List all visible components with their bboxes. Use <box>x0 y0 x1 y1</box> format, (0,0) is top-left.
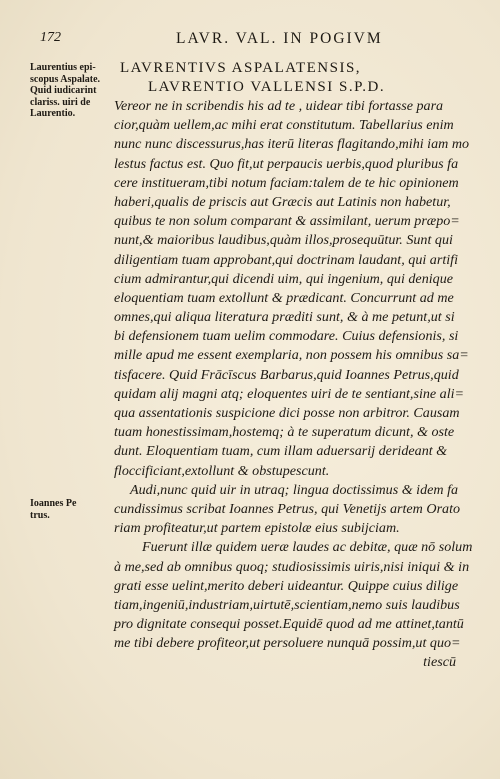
margin-note-line: scopus Aspalate. <box>30 73 101 85</box>
body-line: eloquentiam tuam extollunt & prædicant. Concurrunt ad me <box>114 289 454 306</box>
margin-note-line: clariss. uiri de <box>30 96 91 108</box>
body-line: tuam honestissimam,hostemq; à te superatum dicunt, & oste <box>114 424 455 441</box>
body-line: cundissimus scribat Ioannes Petrus, qui Venetijs artem Orato <box>114 500 461 517</box>
body-line: quibus te non solum comparant & assimilant, uerum præpo= <box>114 213 460 230</box>
body-line: cior,quàm uellem,ac mihi erat constitutum. Tabellarius enim <box>114 117 454 134</box>
margin-note-line: Ioannes Pe <box>30 498 77 509</box>
body-line: quidam alij magni atq; eloquentes uiri de te sentiant,sine ali= <box>114 385 465 402</box>
margin-note-laurentius <box>30 62 106 120</box>
body-line: Vereor ne in scribendis his ad te , uidear tibi fortasse para <box>114 98 444 114</box>
margin-note-line: Laurentius epi- <box>30 62 96 73</box>
body-line: cere institueram,tibi notum faciam:talem de te hic opinionem <box>114 174 459 191</box>
body-line: Audi,nunc quid uir in utraq; lingua doctissimus & idem fa <box>130 481 459 498</box>
body-line: tisfacere. Quid Frācīscus Barbarus,quid Ioannes Petrus,quid <box>114 366 459 383</box>
body-line: me tibi debere profiteor,ut persoluere nunquā possim,ut quo= <box>114 635 461 652</box>
body-line: omnes,qui aliqua literatura præditi sunt, & à me petunt,ut si <box>114 309 455 326</box>
body-line: floccificiant,extollunt & obstupescunt. <box>114 462 330 479</box>
running-title: LAVR. VAL. IN POGIVM <box>176 30 383 47</box>
letter-title-sender: LAVRENTIVS ASPALATENSIS, <box>120 60 362 76</box>
body-line: nunc nunc discessurus,has iterū literas flagitando,mihi iam mo <box>114 136 470 153</box>
margin-note-ioannes-petrus <box>30 498 112 521</box>
body-line: bi defensionem tuam uelim commodare. Cuius defensionis, si <box>114 328 459 345</box>
page-number: 172 <box>40 30 61 45</box>
body-line: diligentiam tuam approbant,qui doctrinam laudant, qui artifi <box>114 251 458 268</box>
margin-note-line: Quid iudicarint <box>30 85 97 96</box>
page-header <box>40 30 470 50</box>
body-line: tiam,ingeniū,industriam,uirtutē,scientiam,nemo suis laudibus <box>114 596 460 613</box>
body-line: qua assentationis suspicione dici posse non arbitror. Causam <box>114 405 460 421</box>
body-line: dunt. Eloquentiam tuam, cum illam aduersarij derideant & <box>114 443 448 460</box>
body-line: mille apud me essent exemplaria, non possem his omnibus sa= <box>114 347 469 364</box>
body-line: haberi,qualis de priscis aut Græcis aut Latinis non habetur, <box>114 193 451 210</box>
letter-title-recipient: LAVRENTIO VALLENSI S.P.D. <box>148 79 386 95</box>
body-line: lestus factus est. Quo fit,ut perpaucis uerbis,quod pluribus fa <box>114 155 459 172</box>
body-line: à me,sed ab omnibus quoq; studiosissimis uiris,nisi iniqui & in <box>114 558 470 575</box>
body-line: riam profiteatur,ut partem epistolæ eius subijciam. <box>114 520 400 537</box>
margin-note-line: trus. <box>30 509 50 521</box>
letter-body <box>114 97 476 673</box>
body-line: grati esse uelint,merito deberi uideantur. Quippe cuius dilige <box>114 577 459 594</box>
body-line: nunt,& maioribus laudibus,quàm illos,prosequūtur. Sunt qui <box>114 232 453 249</box>
margin-note-line: Laurentio. <box>30 108 76 119</box>
body-line: cium admirantur,qui dicendi uim, qui ingenium, qui denique <box>114 270 453 287</box>
body-line: pro dignitate consequi posset.Equidē quod ad me attinet,tantū <box>114 616 464 633</box>
catchword: tiescū <box>423 654 456 671</box>
body-line: Fuerunt illæ quidem ueræ laudes ac debitæ, quæ nō solum <box>142 539 473 556</box>
